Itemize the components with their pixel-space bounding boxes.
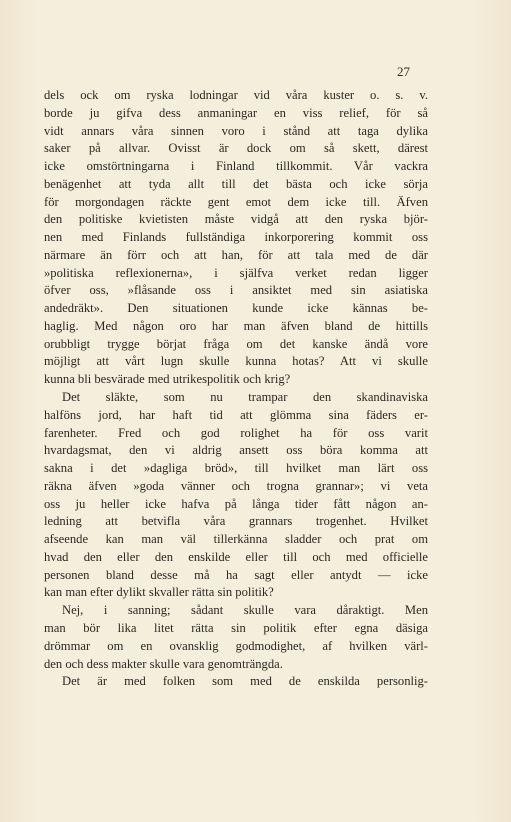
text-line: borde ju gifva dess anmaningar en viss relief, för så xyxy=(44,105,428,120)
text-line: dels ock om ryska lodningar vid våra kuster o. s. v. xyxy=(44,88,428,102)
text-line: den och dess makter skulle vara genomträngda. xyxy=(44,656,283,671)
text-line: Nej, i sanning; sådant skulle vara dåraktigt. Men xyxy=(62,603,428,618)
text-line: räkna äfven »goda vänner och trogna grannar»; vi veta xyxy=(44,478,428,493)
text-line: sakna i det »dagliga bröd», till hvilket man lärt oss xyxy=(44,461,428,476)
text-line: man bör lika litet rätta sin politik efter egna däsiga xyxy=(44,620,428,635)
text-line: för morgondagen räckte gent emot dem icke till. Äfven xyxy=(44,194,428,209)
text-line: närmare än förr och att han, för att tala med de där xyxy=(44,247,428,262)
text-line: nen med Finlands fullständiga inkorporering kommit oss xyxy=(44,230,428,245)
text-line: icke omstörtningarna i Finland tillkommit. Vår vackra xyxy=(44,159,428,174)
text-line: den politiske kvietisten måste vidgå att den ryska björ- xyxy=(44,212,428,227)
text-line: hvad den eller den enskilde eller till och med officielle xyxy=(44,549,428,564)
text-line: orubbligt trygge börjat fråga om det kanske ändå vore xyxy=(44,336,428,351)
text-line: haglig. Med någon oro har man äfven bland de hittills xyxy=(44,318,428,333)
text-line: Det är med folken som med de enskilda personlig- xyxy=(62,674,428,689)
page-number: 27 xyxy=(397,64,410,79)
text-line: personen bland desse må ha sagt eller antydt — icke xyxy=(44,567,428,582)
text-line: möjligt att vårt lugn skulle kunna hotas? Att vi skulle xyxy=(44,354,428,369)
text-line: farenheter. Fred och god rolighet ha för oss varit xyxy=(44,425,428,440)
body-text xyxy=(44,87,428,691)
text-line: hvardagsmat, den vi aldrig ansett oss böra komma att xyxy=(44,443,428,458)
text-line: andedräkt». Den situationen kunde icke kännas be- xyxy=(44,301,428,316)
text-line: ledning att betvifla våra grannars trogenhet. Hvilket xyxy=(44,514,428,529)
text-line: drömmar om en ovansklig godmodighet, af hvilken värl- xyxy=(44,638,428,653)
text-line: halföns jord, har haft tid att glömma sina fäders er- xyxy=(44,407,428,422)
text-line: Det släkte, som nu trampar den skandinaviska xyxy=(62,390,428,405)
text-line: vidt annars våra sinnen voro i stånd att taga dylika xyxy=(44,123,428,138)
text-line: »politiska reflexionerna», i själfva verket redan ligger xyxy=(44,265,428,280)
text-line: saker på allvar. Ovisst är dock om så skett, därest xyxy=(44,141,428,156)
text-line: afseende kan man väl tillerkänna sladder och prat om xyxy=(44,532,428,547)
text-line: kunna bli besvärade med utrikespolitik och krig? xyxy=(44,372,291,387)
text-line: öfver oss, »flåsande oss i ansiktet med sin asiatiska xyxy=(44,283,428,298)
text-line: kan man efter dylikt skvaller rätta sin politik? xyxy=(44,585,274,600)
text-line: oss ju heller icke hafva på långa tider fått någon an- xyxy=(44,496,428,511)
text-line: benägenhet att tyda allt till det bästa och icke sörja xyxy=(44,176,428,191)
